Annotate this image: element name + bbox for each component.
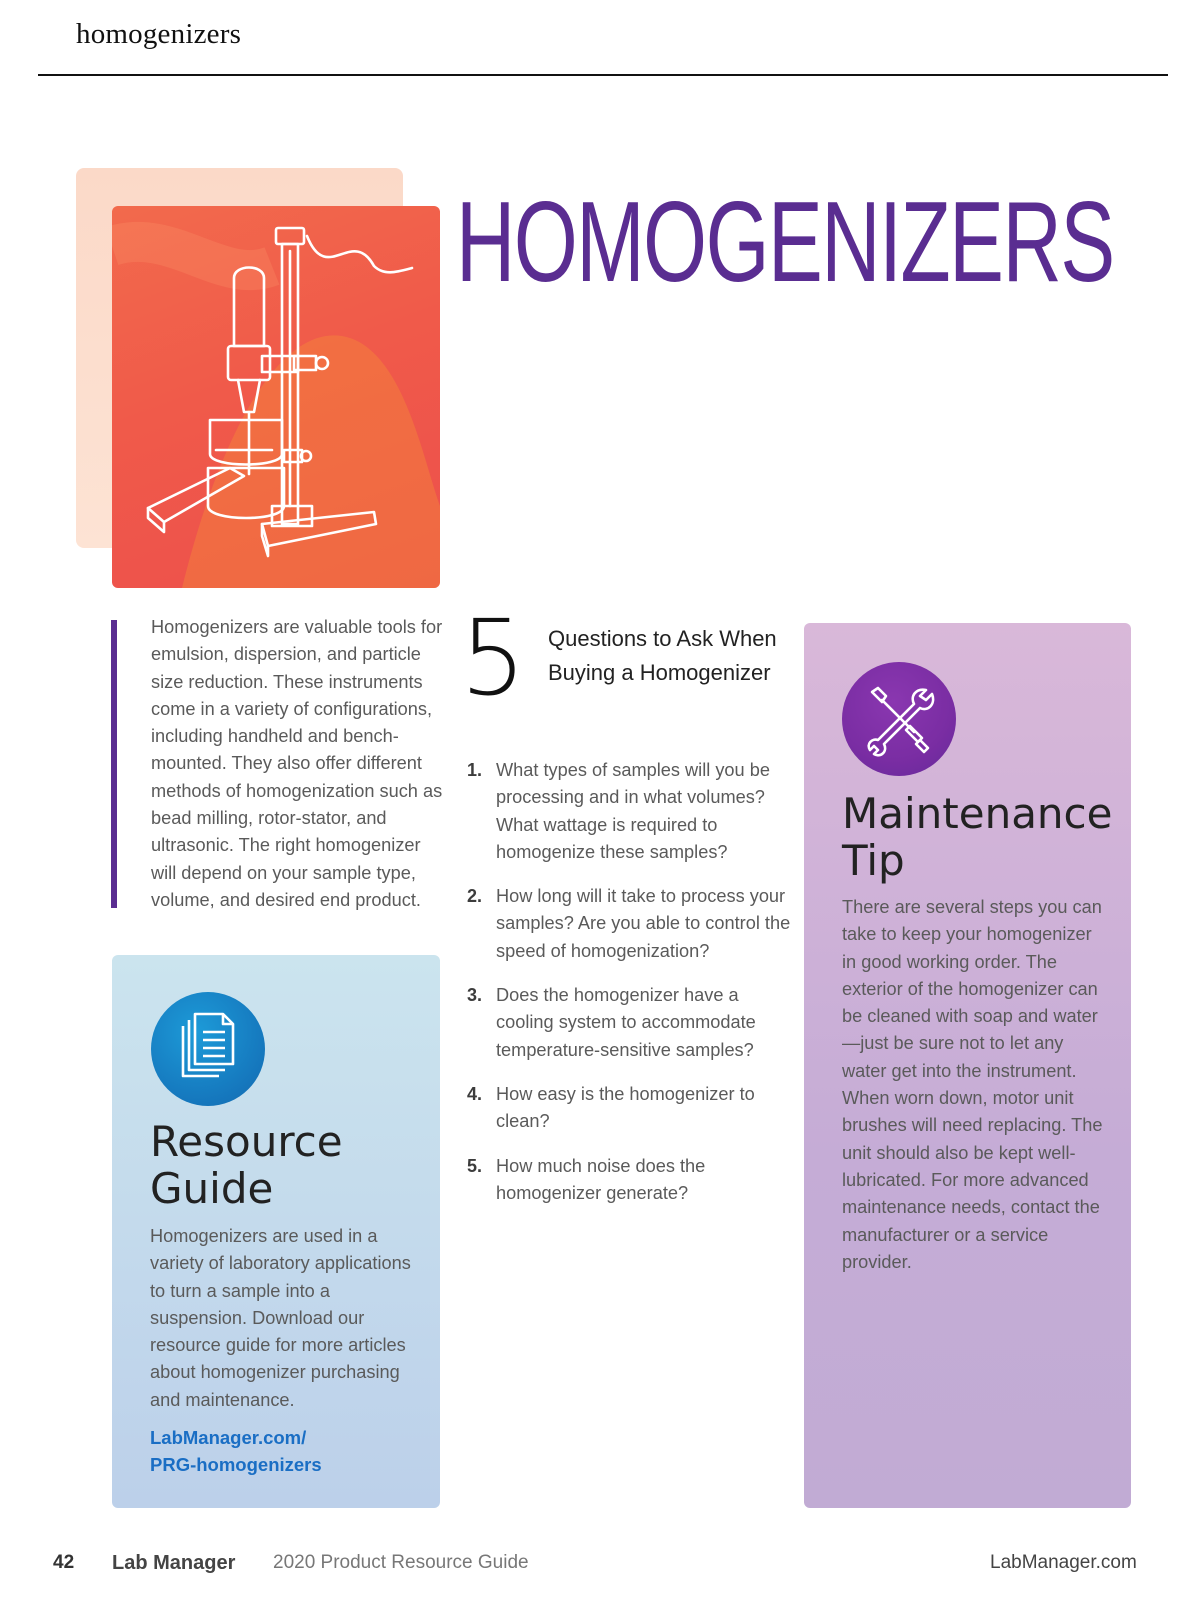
hero-panel <box>112 206 440 588</box>
page-title: HOMOGENIZERS <box>456 179 1114 306</box>
question-text: How easy is the homogenizer to clean? <box>496 1083 755 1132</box>
question-text: Does the homogenizer have a cooling system to accommodate temperature-sensitive samples? <box>496 985 756 1060</box>
question-text: How long will it take to process your samples? Are you able to control the speed of homogenization? <box>496 886 791 961</box>
questions-number: 5 <box>460 597 527 719</box>
running-head: homogenizers <box>76 18 242 50</box>
question-number: 3. <box>467 985 483 1006</box>
list-item <box>467 883 797 965</box>
homogenizer-illustration-icon <box>112 206 440 588</box>
maintenance-tip-text: There are several steps you can take to keep your homogenizer in good working order. The exterior of the homogenizer can be cleaned with soap and water—just be sure not to let any water get into the instrument. When worn down, motor unit brushes will need replacing. The unit should also be kept well-lubricated. For more advanced maintenance needs, contact the manufacturer or a service provider. <box>842 897 1103 1272</box>
footer-site[interactable]: LabManager.com <box>990 1552 1137 1573</box>
question-number: 4. <box>467 1083 483 1104</box>
resource-guide-text: Homogenizers are used in a variety of laboratory applications to turn a sample into a suspension. Download our resource guide for more articles about homogenizer purchasing and maintenance. <box>150 1226 411 1410</box>
resource-guide-link-line2[interactable]: PRG-homogenizers <box>150 1454 322 1475</box>
maintenance-tip-title: Maintenance Tip <box>842 789 1113 885</box>
question-number: 1. <box>467 760 483 780</box>
resource-guide-icon-badge <box>151 992 265 1106</box>
list-item <box>467 1081 797 1136</box>
list-item <box>467 1153 797 1208</box>
maintenance-icon-badge <box>842 662 956 776</box>
tools-icon <box>842 662 956 776</box>
questions-heading: Questions to Ask When Buying a Homogenizer <box>548 626 777 685</box>
questions-list <box>467 757 797 1224</box>
question-number: 5. <box>467 1155 483 1176</box>
intro-accent-bar <box>111 620 117 908</box>
intro-text: Homogenizers are valuable tools for emulsion, dispersion, and particle size reduction. These instruments come in a variety of configurations, including handheld and bench-mounted. They also offer different methods of homogenization such as bead milling, rotor-stator, and ultrasonic. The right homogenizer will depend on your sample type, volume, and desired end product. <box>151 617 443 910</box>
footer-guide-title: 2020 Product Resource Guide <box>273 1552 529 1573</box>
header-rule <box>38 74 1168 76</box>
resource-guide-title: Resource Guide <box>150 1117 343 1213</box>
resource-guide-link-line1[interactable]: LabManager.com/ <box>150 1427 307 1448</box>
list-item <box>467 757 797 866</box>
document-icon <box>151 992 265 1106</box>
question-number: 2. <box>467 886 483 907</box>
footer-page-number: 42 <box>53 1552 75 1573</box>
question-text: How much noise does the homogenizer generate? <box>496 1155 706 1203</box>
list-item <box>467 982 797 1064</box>
resource-guide-link[interactable] <box>150 1424 420 1478</box>
footer-brand: Lab Manager <box>112 1552 236 1574</box>
question-text: What types of samples will you be processing and in what volumes? What wattage is required to homogenize these samples? <box>496 760 770 862</box>
